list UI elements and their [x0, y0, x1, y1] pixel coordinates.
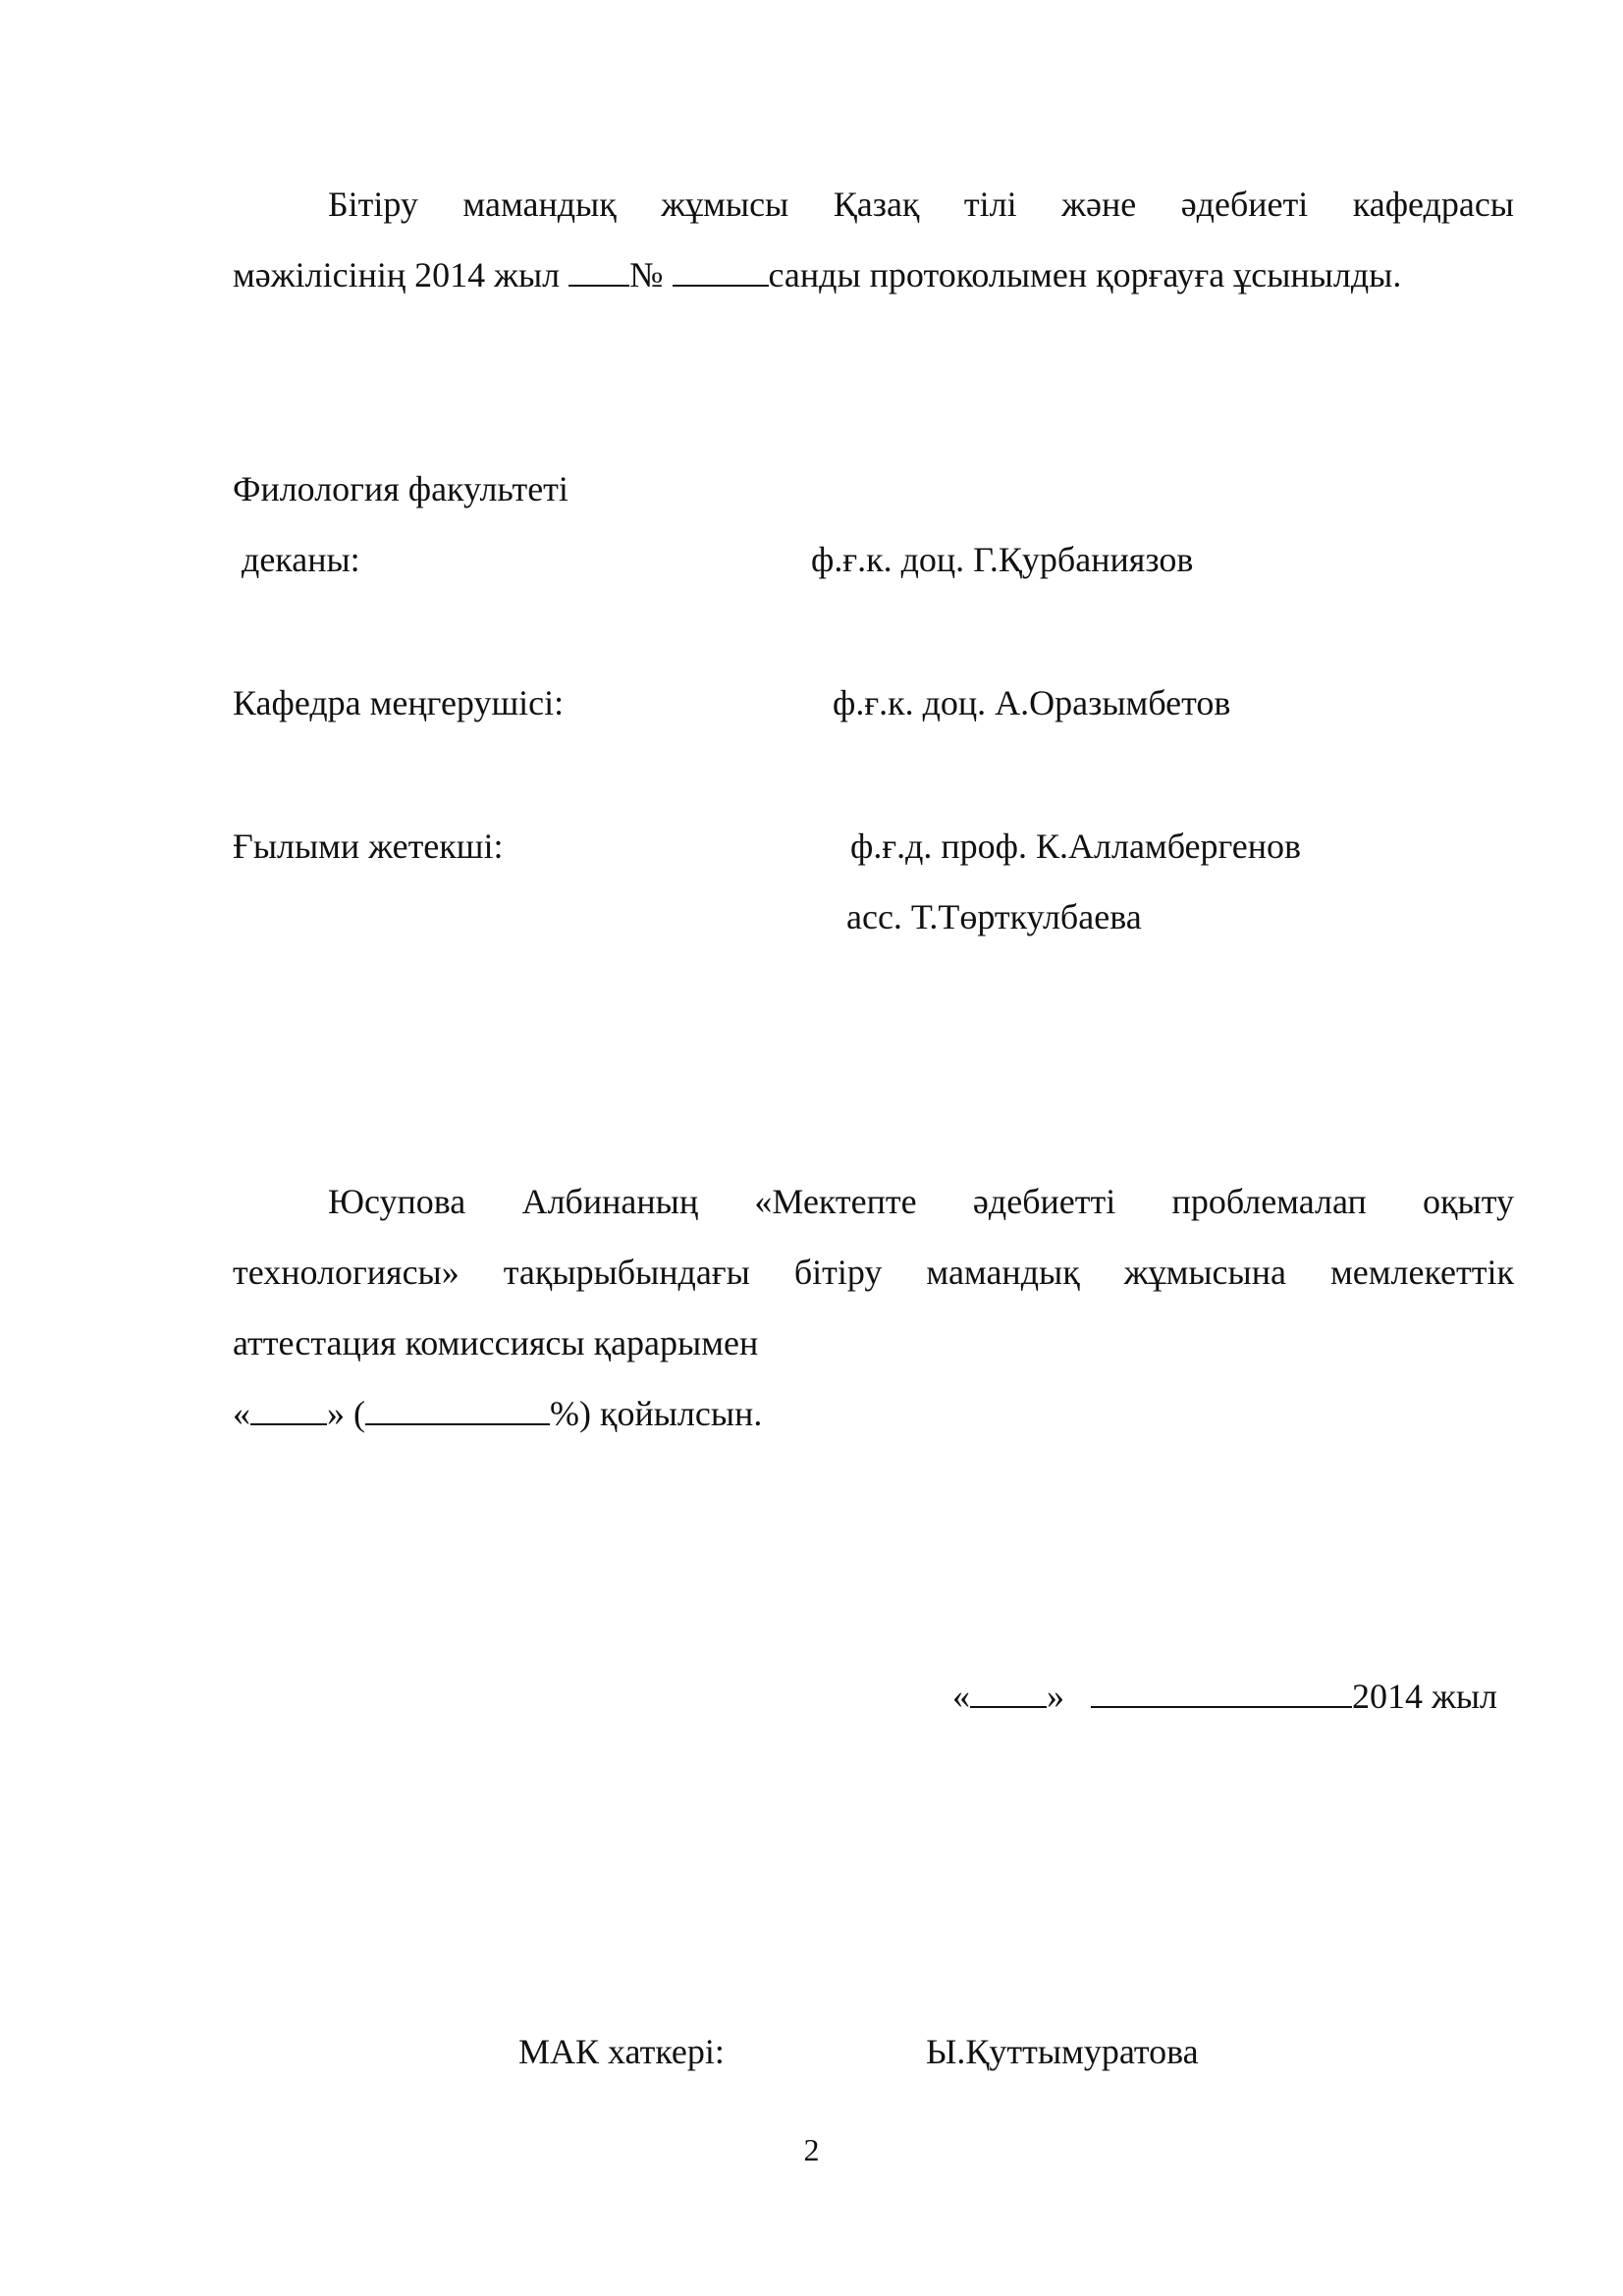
protocol-number-sign: № — [629, 255, 664, 294]
dean-title-line-1: Филология факультеті — [233, 469, 568, 508]
supervisor-name-2: асс. Т.Төрткулбаева — [846, 897, 1142, 936]
head-of-department-title: Кафедра меңгерушісі: — [233, 683, 565, 722]
protocol-approval-text: санды протоколымен қорғауға ұсынылды. — [768, 255, 1402, 294]
supervisor-name-1: ф.ғ.д. проф. К.Алламбергенов — [850, 827, 1302, 866]
percent-blank — [365, 1394, 550, 1425]
protocol-line-1: Бітіру мамандық жұмысы Қазақ тілі және әдебиеті кафедрасы — [328, 185, 1514, 224]
protocol-date-blank — [568, 255, 629, 287]
decision-line-3: аттестация комиссиясы қарарымен — [233, 1323, 759, 1362]
decision-line-2: технологиясы» тақырыбындағы бітіру мамандық жұмысына мемлекеттік — [233, 1253, 1514, 1292]
secretary-name: Ы.Қуттымуратова — [926, 2032, 1199, 2071]
grade-close-quote: » ( — [327, 1394, 365, 1433]
date-month-blank — [1091, 1677, 1352, 1708]
grade-blank — [250, 1394, 327, 1425]
protocol-number-blank — [673, 255, 769, 287]
date-day-blank — [970, 1677, 1047, 1708]
date-line — [952, 1675, 1497, 1718]
grade-suffix: %) қойылсын. — [550, 1394, 763, 1433]
dean-title-line-2: деканы: — [242, 540, 360, 579]
decision-line-1: Юсупова Албинаның «Мектепте әдебиетті проблемалап оқыту — [328, 1182, 1514, 1221]
supervisor-title: Ғылыми жетекші: — [233, 827, 504, 866]
head-of-department-name: ф.ғ.к. доц. А.Оразымбетов — [833, 683, 1231, 722]
page-number: 2 — [803, 2132, 820, 2167]
grade-line — [233, 1392, 762, 1435]
date-year: 2014 жыл — [1352, 1677, 1498, 1716]
protocol-line-2 — [233, 253, 1401, 296]
dean-name: ф.ғ.к. доц. Г.Қурбаниязов — [811, 540, 1194, 579]
grade-open-quote: « — [233, 1394, 250, 1433]
date-close-quote: » — [1047, 1677, 1064, 1716]
date-open-quote: « — [952, 1677, 970, 1716]
protocol-year-text: мәжілісінің 2014 жыл — [233, 255, 569, 294]
secretary-title: МАК хаткері: — [518, 2032, 725, 2071]
